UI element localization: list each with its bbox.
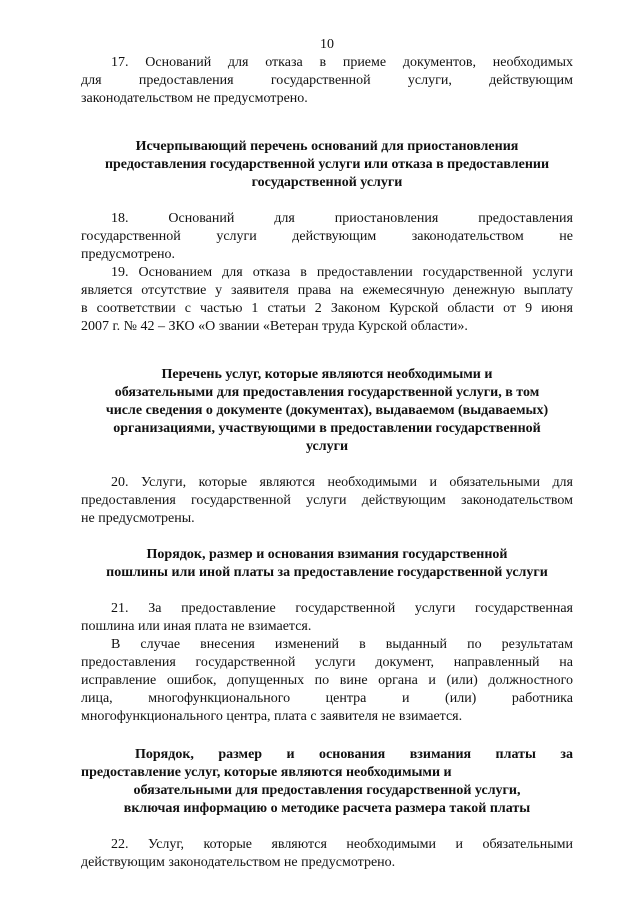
paragraph-line: в соответствии с частью 1 статьи 2 Законом Курской области от 9 июня (81, 301, 573, 316)
heading-line: услуги (305, 439, 349, 454)
paragraph-line: 2007 г. № 42 – ЗКО «О звании «Ветеран труда Курской области». (81, 319, 468, 334)
paragraph-line: 21. За предоставление государственной услуги государственная (111, 601, 573, 616)
heading-line: предоставления государственной услуги или отказа в предоставлении (104, 157, 550, 172)
paragraph-line: В случае внесения изменений в выданный по результатам (111, 637, 573, 652)
paragraph-line: многофункционального центра, плата с заявителя не взимается. (81, 709, 463, 724)
paragraph-line: предоставления государственной услуги документ, направленный на (81, 655, 573, 670)
paragraph-line: лица, многофункционального центра и (или) работника (81, 691, 573, 706)
heading-line: предоставление услуг, которые являются необходимыми и (81, 765, 452, 780)
paragraph-line: исправление ошибок, допущенных по вине органа и (или) должностного (81, 673, 573, 688)
heading-line: числе сведения о документе (документах), выдаваемом (выдаваемых) (105, 403, 549, 418)
paragraph-20 (81, 474, 573, 528)
heading-line: Порядок, размер и основания взимания государственной (146, 547, 508, 562)
paragraph-line: 19. Основанием для отказа в предоставлении государственной услуги (111, 265, 573, 280)
heading-line: включая информацию о методике расчета размера такой платы (123, 801, 531, 816)
paragraph-line: предоставления государственной услуги действующим законодательством (81, 493, 573, 508)
section-heading (81, 138, 573, 192)
paragraph-line: предусмотрено. (81, 247, 176, 262)
paragraph-line: не предусмотрены. (81, 511, 195, 526)
heading-line: пошлины или иной платы за предоставление государственной услуги (106, 565, 548, 580)
heading-line: государственной услуги (251, 175, 403, 190)
paragraph-19 (81, 264, 573, 336)
paragraph-21-continued (81, 636, 573, 726)
paragraph-line: 17. Оснований для отказа в приеме документов, необходимых (111, 55, 573, 70)
paragraph-line: законодательством не предусмотрено. (81, 91, 308, 106)
section-heading (81, 366, 573, 456)
paragraph-18 (81, 210, 573, 264)
heading-line: обязательными для предоставления государственной услуги, в том (114, 385, 540, 400)
paragraph-22 (81, 836, 573, 872)
heading-line: организациями, участвующими в предоставлении государственной (113, 421, 541, 436)
section-heading (81, 746, 573, 818)
paragraph-line: пошлина или иная плата не взимается. (81, 619, 312, 634)
paragraph-line: государственной услуги действующим законодательством не (81, 229, 573, 244)
paragraph-line: действующим законодательством не предусмотрено. (81, 855, 396, 870)
document-page (81, 36, 573, 872)
paragraph-line: является отсутствие у заявителя права на ежемесячную денежную выплату (81, 283, 573, 298)
page-number: 10 (320, 37, 334, 52)
paragraph-line: для предоставления государственной услуги, действующим (81, 73, 573, 88)
heading-line: Перечень услуг, которые являются необходимыми и (161, 367, 493, 382)
paragraph-line: 20. Услуги, которые являются необходимыми и обязательными для (111, 475, 573, 490)
heading-line: Исчерпывающий перечень оснований для приостановления (135, 139, 519, 154)
heading-line: обязательными для предоставления государственной услуги, (133, 783, 521, 798)
paragraph-line: 18. Оснований для приостановления предоставления (111, 211, 573, 226)
heading-line: Порядок, размер и основания взимания платы за (135, 747, 573, 762)
section-heading (81, 546, 573, 582)
paragraph-17 (81, 54, 573, 108)
paragraph-21 (81, 600, 573, 636)
paragraph-line: 22. Услуг, которые являются необходимыми и обязательными (111, 837, 573, 852)
